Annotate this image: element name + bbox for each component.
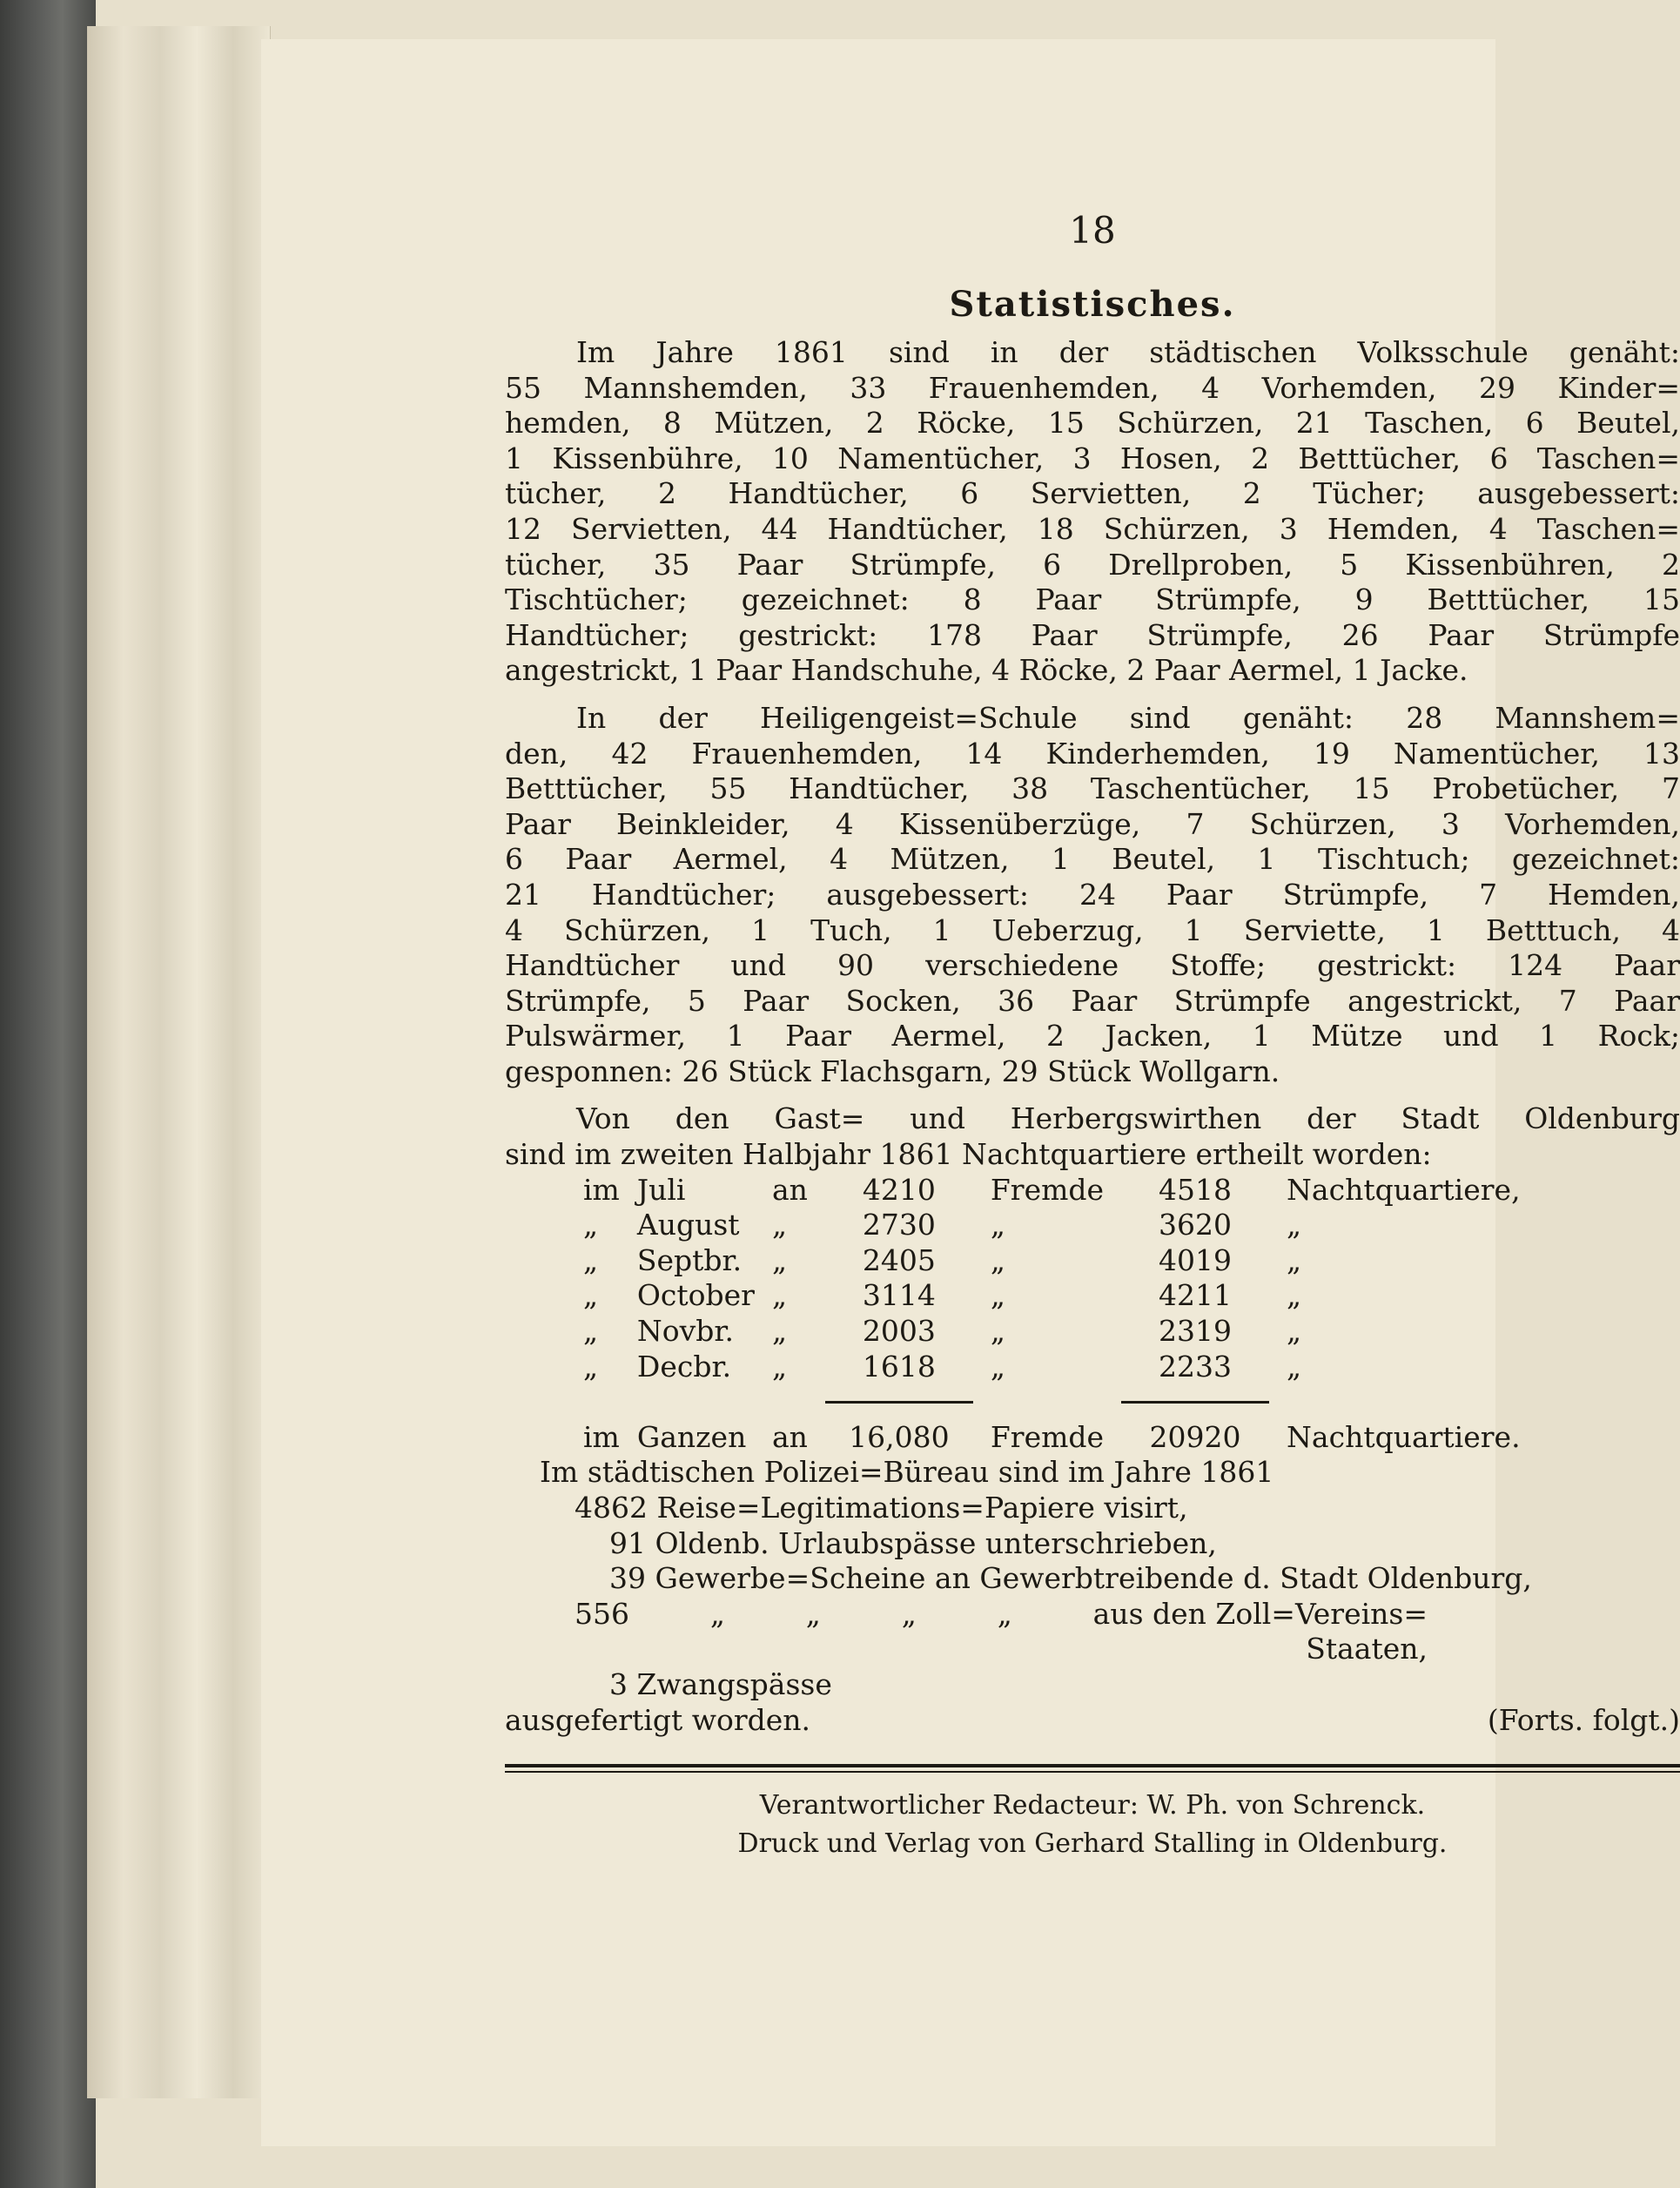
text-line: Tischtücher; gezeichnet: 8 Paar Strümpfe, 9 Betttücher, 15 xyxy=(505,582,1680,617)
table-cell: im xyxy=(583,1172,620,1207)
ditto-mark: „ xyxy=(805,1596,821,1631)
table-cell: „ xyxy=(990,1314,1005,1349)
table-cell: „ xyxy=(990,1242,1005,1277)
text-line: Paar Beinkleider, 4 Kissenüberzüge, 7 Schürzen, 3 Vorhemden, xyxy=(505,806,1680,841)
table-cell: „ xyxy=(1287,1349,1302,1383)
page-stack xyxy=(87,26,271,2098)
section-heading: Statistisches. xyxy=(949,284,1236,325)
table-cell: an xyxy=(771,1172,808,1207)
ditto-mark: „ xyxy=(901,1596,917,1631)
text-fragment: Staaten, xyxy=(1306,1632,1428,1666)
table-cell: „ xyxy=(1287,1278,1302,1313)
ditto-mark: „ xyxy=(997,1596,1012,1631)
text-line: sind im zweiten Halbjahr 1861 Nachtquartiere ertheilt worden: xyxy=(505,1137,1432,1172)
text-line: 91 Oldenb. Urlaubspässe unterschrieben, xyxy=(609,1525,1217,1560)
table-cell: „ xyxy=(771,1349,788,1383)
table-cell: 2405 xyxy=(862,1242,936,1277)
table-cell: 2730 xyxy=(862,1208,936,1242)
text-fragment: 556 xyxy=(575,1596,629,1631)
table-cell: 3114 xyxy=(862,1278,936,1313)
text-line xyxy=(505,1703,1680,1739)
table-row xyxy=(575,1173,1529,1208)
text-line: 3 Zwangspässe xyxy=(609,1666,832,1701)
paragraph-volksschule xyxy=(505,335,1680,689)
paragraph-heiligengeist xyxy=(505,701,1680,1090)
table-cell: „ xyxy=(583,1314,599,1349)
text-line: tücher, 35 Paar Strümpfe, 6 Drellproben, 5 Kissenbühren, 2 xyxy=(505,547,1680,582)
text-line: 21 Handtücher; ausgebessert: 24 Paar Strümpfe, 7 Hemden, xyxy=(505,877,1680,912)
table-cell: 20920 xyxy=(1149,1419,1241,1454)
table-cell: Fremde xyxy=(990,1419,1105,1454)
table-cell: Ganzen xyxy=(636,1419,747,1454)
page xyxy=(261,39,1680,2146)
text-line: 6 Paar Aermel, 4 Mützen, 1 Beutel, 1 Tischtuch; gezeichnet: xyxy=(505,842,1680,877)
sum-rule xyxy=(825,1401,973,1404)
table-cell: 2319 xyxy=(1159,1314,1233,1349)
continuation-note: (Forts. folgt.) xyxy=(1487,1702,1680,1737)
footer-rule xyxy=(505,1764,1680,1773)
text-line xyxy=(505,1597,1680,1633)
text-line: Strümpfe, 5 Paar Socken, 36 Paar Strümpfe angestrickt, 7 Paar xyxy=(505,983,1680,1018)
text-line: Im städtischen Polizei=Büreau sind im Jahre 1861 xyxy=(540,1455,1274,1490)
printer-line: Druck und Verlag von Gerhard Stalling in Oldenburg. xyxy=(737,1828,1448,1860)
table-cell: Novbr. xyxy=(636,1314,735,1349)
table-cell: Decbr. xyxy=(636,1349,732,1383)
table-row xyxy=(575,1350,1529,1385)
table-cell: Nachtquartiere. xyxy=(1287,1419,1521,1454)
table-cell: 2003 xyxy=(862,1314,936,1349)
text-line: gesponnen: 26 Stück Flachsgarn, 29 Stück Wollgarn. xyxy=(505,1054,1280,1088)
table-cell: Septbr. xyxy=(636,1242,743,1277)
sum-rule-row xyxy=(575,1384,1529,1420)
editor-line: Verantwortlicher Redacteur: W. Ph. von Schrenck. xyxy=(759,1790,1426,1821)
table-cell: „ xyxy=(771,1208,788,1242)
nachtquartiere-table xyxy=(575,1173,1529,1456)
table-cell: „ xyxy=(1287,1208,1302,1242)
text-line: hemden, 8 Mützen, 2 Röcke, 15 Schürzen, 21 Taschen, 6 Beutel, xyxy=(505,406,1680,441)
table-cell: October xyxy=(636,1278,755,1313)
table-cell: August xyxy=(636,1208,740,1242)
page-content xyxy=(505,91,1680,2164)
table-cell: „ xyxy=(771,1242,788,1277)
text-line: 39 Gewerbe=Scheine an Gewerbtreibende d. Stadt Oldenburg, xyxy=(609,1561,1532,1596)
table-cell: „ xyxy=(1287,1314,1302,1349)
text-line: In der Heiligengeist=Schule sind genäht: 28 Mannshem= xyxy=(576,700,1680,735)
table-cell: „ xyxy=(771,1314,788,1349)
table-row xyxy=(575,1243,1529,1279)
table-cell: „ xyxy=(990,1278,1005,1313)
paragraph-polizei xyxy=(505,1455,1680,1738)
text-line: 4862 Reise=Legitimations=Papiere visirt, xyxy=(575,1491,1188,1525)
text-line: 1 Kissenbühre, 10 Namentücher, 3 Hosen, 2 Betttücher, 6 Taschen= xyxy=(505,441,1680,475)
table-cell: „ xyxy=(771,1278,788,1313)
text-line xyxy=(505,1632,1680,1667)
table-cell: „ xyxy=(1287,1242,1302,1277)
text-line: tücher, 2 Handtücher, 6 Servietten, 2 Tücher; ausgebessert: xyxy=(505,476,1680,511)
table-cell: an xyxy=(771,1419,808,1454)
text-line: Von den Gast= und Herbergswirthen der Stadt Oldenburg xyxy=(576,1101,1680,1136)
book-binding xyxy=(0,0,96,2188)
table-cell: „ xyxy=(583,1349,599,1383)
table-row xyxy=(575,1208,1529,1243)
text-fragment: aus den Zoll=Vereins= xyxy=(1092,1596,1428,1631)
table-cell: „ xyxy=(990,1349,1005,1383)
table-row xyxy=(575,1314,1529,1350)
text-line: Handtücher; gestrickt: 178 Paar Strümpfe, 26 Paar Strümpfe xyxy=(505,617,1680,652)
table-total-row xyxy=(575,1420,1529,1456)
text-line: 4 Schürzen, 1 Tuch, 1 Ueberzug, 1 Serviette, 1 Betttuch, 4 xyxy=(505,912,1680,947)
table-cell: 2233 xyxy=(1159,1349,1233,1383)
text-line: den, 42 Frauenhemden, 14 Kinderhemden, 19 Namentücher, 13 xyxy=(505,736,1680,771)
sum-rule xyxy=(1121,1401,1269,1404)
paragraph-gastwirthe xyxy=(505,1101,1680,1172)
table-cell: Juli xyxy=(636,1172,686,1207)
ditto-line xyxy=(575,1597,1428,1633)
text-line: Im Jahre 1861 sind in der städtischen Volksschule genäht: xyxy=(576,335,1680,369)
table-row xyxy=(575,1278,1529,1314)
table-cell: „ xyxy=(583,1242,599,1277)
text-fragment: ausgefertigt worden. xyxy=(505,1702,811,1737)
table-cell: 4518 xyxy=(1159,1172,1233,1207)
text-line: angestrickt, 1 Paar Handschuhe, 4 Röcke, 2 Paar Aermel, 1 Jacke. xyxy=(505,653,1468,688)
table-cell: Fremde xyxy=(990,1172,1105,1207)
text-line: 55 Mannshemden, 33 Frauenhemden, 4 Vorhemden, 29 Kinder= xyxy=(505,370,1680,405)
table-cell: 4210 xyxy=(862,1172,936,1207)
table-cell: Nachtquartiere, xyxy=(1287,1172,1521,1207)
text-line: Handtücher und 90 verschiedene Stoffe; gestrickt: 124 Paar xyxy=(505,948,1680,983)
page-number: 18 xyxy=(1069,209,1116,252)
table-cell: im xyxy=(583,1419,620,1454)
table-cell: 3620 xyxy=(1159,1208,1233,1242)
table-cell: 16,080 xyxy=(849,1419,950,1454)
table-cell: 4211 xyxy=(1159,1278,1233,1313)
table-cell: „ xyxy=(990,1208,1005,1242)
text-line: 12 Servietten, 44 Handtücher, 18 Schürzen, 3 Hemden, 4 Taschen= xyxy=(505,511,1680,546)
table-cell: 4019 xyxy=(1159,1242,1233,1277)
imprint xyxy=(505,1787,1680,1863)
text-line: Pulswärmer, 1 Paar Aermel, 2 Jacken, 1 Mütze und 1 Rock; xyxy=(505,1019,1680,1054)
text-line: Betttücher, 55 Handtücher, 38 Taschentücher, 15 Probetücher, 7 xyxy=(505,771,1680,806)
table-cell: „ xyxy=(583,1208,599,1242)
ditto-mark: „ xyxy=(709,1596,725,1631)
table-cell: „ xyxy=(583,1278,599,1313)
table-cell: 1618 xyxy=(862,1349,936,1383)
